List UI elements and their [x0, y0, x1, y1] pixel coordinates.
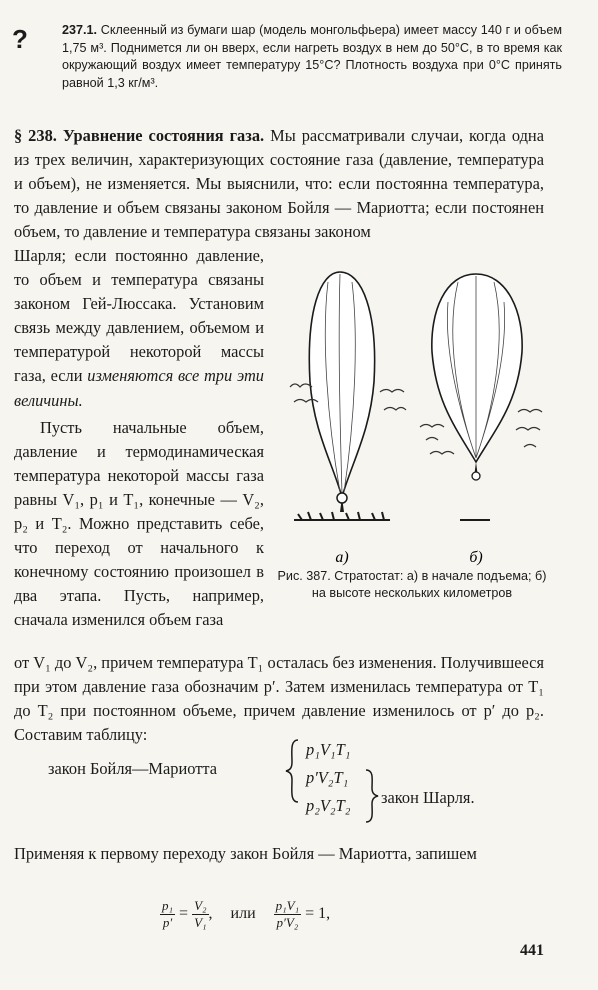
paragraph-apply: Применяя к первому переходу закон Бойля — Мариотта, запишем [14, 844, 477, 863]
left-brace [284, 738, 302, 804]
law-boyle-label: закон Бойля—Мариотта [48, 759, 218, 778]
or-word: или [230, 905, 256, 923]
table-row-2: p′V₂T₁ [306, 768, 349, 787]
text-column [14, 244, 264, 633]
fraction-combined [274, 898, 301, 931]
section-intro [14, 124, 544, 244]
equals-one: = 1, [305, 905, 331, 923]
figure-label-a: а) [335, 549, 349, 566]
law-charles-label: закон Шарля. [381, 788, 475, 807]
stratostat-figure [280, 262, 570, 572]
section-heading: § 238. Уравнение состояния газа. [14, 126, 265, 145]
fraction-denominator: V₁ [194, 915, 207, 930]
problem-block [62, 22, 562, 92]
table-row-3: p₂V₂T₂ [306, 796, 351, 815]
fraction-numerator: p₁V₁ [275, 898, 300, 913]
fraction-v-ratio [192, 898, 208, 931]
equals-sign: = [179, 905, 189, 923]
question-mark-icon: ? [12, 24, 28, 54]
right-brace [364, 768, 382, 824]
fraction-denominator: p′V₂ [276, 915, 299, 930]
column-paragraph-1-italic: изменяются все три эти величины. [14, 366, 264, 410]
column-paragraph-1 [14, 244, 264, 413]
fraction-p-ratio [160, 898, 175, 931]
table-row-1: p₁V₁T₁ [306, 740, 351, 759]
fraction-numerator: p₁ [162, 898, 174, 913]
paragraph-continuation: от V₁ до V₂, причем температура T₁ осталась без изменения. Получившееся при этом давление газа обозначим p′. Затем изменилась температура от T₁ до T₂ при постоянном объеме, причем давление изменилось от p′ до p₂. Составим таблицу: [14, 653, 544, 745]
comma: , [208, 905, 213, 923]
column-paragraph-1-text: Шарля; если постоянно давление, то объем и температура связаны законом Гей-Люссака. Установим связь между давлением, объемом и температурой некоторой массы газа, если [14, 246, 264, 386]
formula-row [160, 898, 460, 942]
fraction-denominator: p′ [162, 915, 173, 930]
column-paragraph-2: Пусть начальные объем, давление и термодинамическая температура некоторой массы газа равны V₁, p₁ и T₁, конечные — V₂, p₂ и T₂. Можно представить себе, что переход от начального к конечному состоянию произошел в два этапа. Пусть, например, сначала изменился объем газа [14, 417, 264, 630]
balloon-b-drawing [420, 274, 542, 520]
figure-caption: Рис. 387. Стратостат: а) в начале подъема; б) на высоте нескольких километров [277, 569, 547, 600]
figure-label-b: б) [469, 549, 483, 566]
fraction-numerator: V₂ [194, 898, 207, 913]
section-intro-text: Мы рассматривали случаи, когда одна из трех величин, характеризующих состояние газа (давление, температура и объем), не изменяется. Мы выяснили, что: если постоянна температура, то давление и объем связаны законом Бойля — Мариотта; если постоянен объем, то давление и температура связаны законом [14, 126, 544, 242]
balloon-a-drawing [290, 272, 406, 520]
problem-text: Склеенный из бумаги шар (модель монгольфьера) имеет массу 140 г и объем 1,75 м³. Поднимется ли он вверх, если нагреть воздух в нем до 50°С, в то время как окружающий воздух имеет температуру 15°С? Плотность воздуха при 0°С принять равной 1,3 кг/м³. [62, 23, 563, 90]
page-number: 441 [520, 942, 544, 959]
state-table [48, 736, 548, 826]
problem-number: 237.1. [62, 23, 98, 37]
